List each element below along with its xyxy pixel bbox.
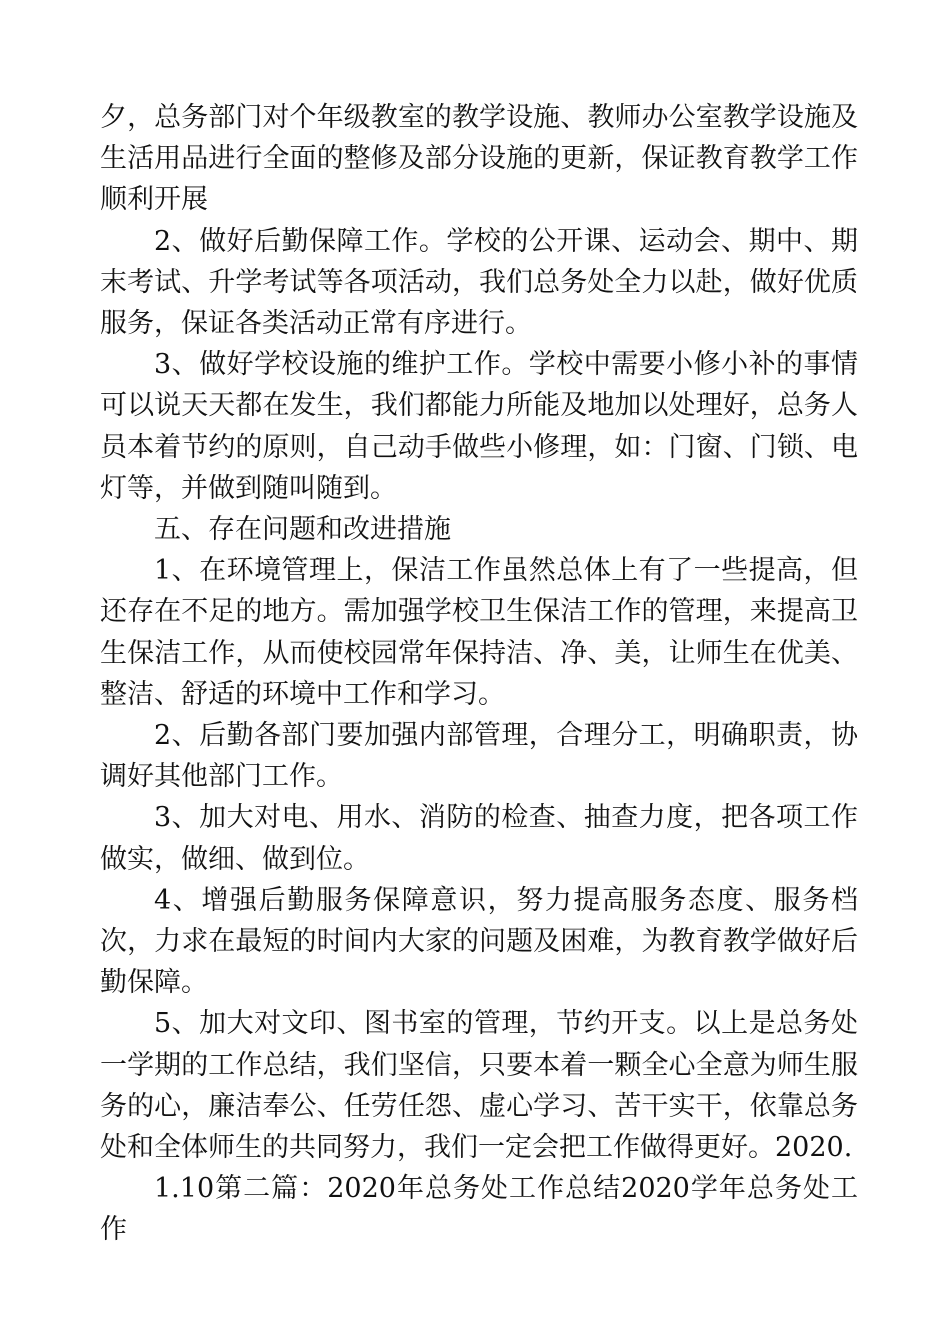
- paragraph-improve-5: 5、加大对文印、图书室的管理，节约开支。以上是总务处一学期的工作总结，我们坚信，只要本着一颗全心全意为师生服务的心，廉洁奉公、任劳任怨、虚心学习、苦干实干，依靠总务处和全体师生的共同努力，我们一定会把工作做得更好。2020.: [100, 1008, 858, 1164]
- paragraph-improve-4: 4、增强后勤服务保障意识，努力提高服务态度、服务档次，力求在最短的时间内大家的问题及困难，为教育教学做好后勤保障。: [100, 884, 858, 999]
- paragraph-item-2-logistics: 2、做好后勤保障工作。学校的公开课、运动会、期中、期末考试、升学考试等各项活动，我们总务处全力以赴，做好优质服务，保证各类活动正常有序进行。: [100, 225, 858, 340]
- paragraph-continuation: 夕，总务部门对个年级教室的教学设施、教师办公室教学设施及生活用品进行全面的整修及部分设施的更新，保证教育教学工作顺利开展: [100, 102, 858, 216]
- section-heading-problems: 五、存在问题和改进措施: [154, 514, 451, 546]
- paragraph-improve-2: 2、后勤各部门要加强内部管理，合理分工，明确职责，协调好其他部门工作。: [100, 720, 858, 793]
- paragraph-second-article-title: 1.10第二篇：2020年总务处工作总结2020学年总务处工作: [100, 1173, 858, 1246]
- paragraph-item-3-maintenance: 3、做好学校设施的维护工作。学校中需要小修小补的事情可以说天天都在发生，我们都能力所能及地加以处理好，总务人员本着节约的原则，自己动手做些小修理，如：门窗、门锁、电灯等，并做到随叫随到。: [100, 349, 858, 504]
- paragraph-improve-1: 1、在环境管理上，保洁工作虽然总体上有了一些提高，但还存在不足的地方。需加强学校卫生保洁工作的管理，来提高卫生保洁工作，从而使校园常年保持洁、净、美，让师生在优美、整洁、舒适的环境中工作和学习。: [100, 555, 858, 710]
- paragraph-improve-3: 3、加大对电、用水、消防的检查、抽查力度，把各项工作做实，做细、做到位。: [100, 802, 858, 875]
- document-page: [100, 97, 858, 1251]
